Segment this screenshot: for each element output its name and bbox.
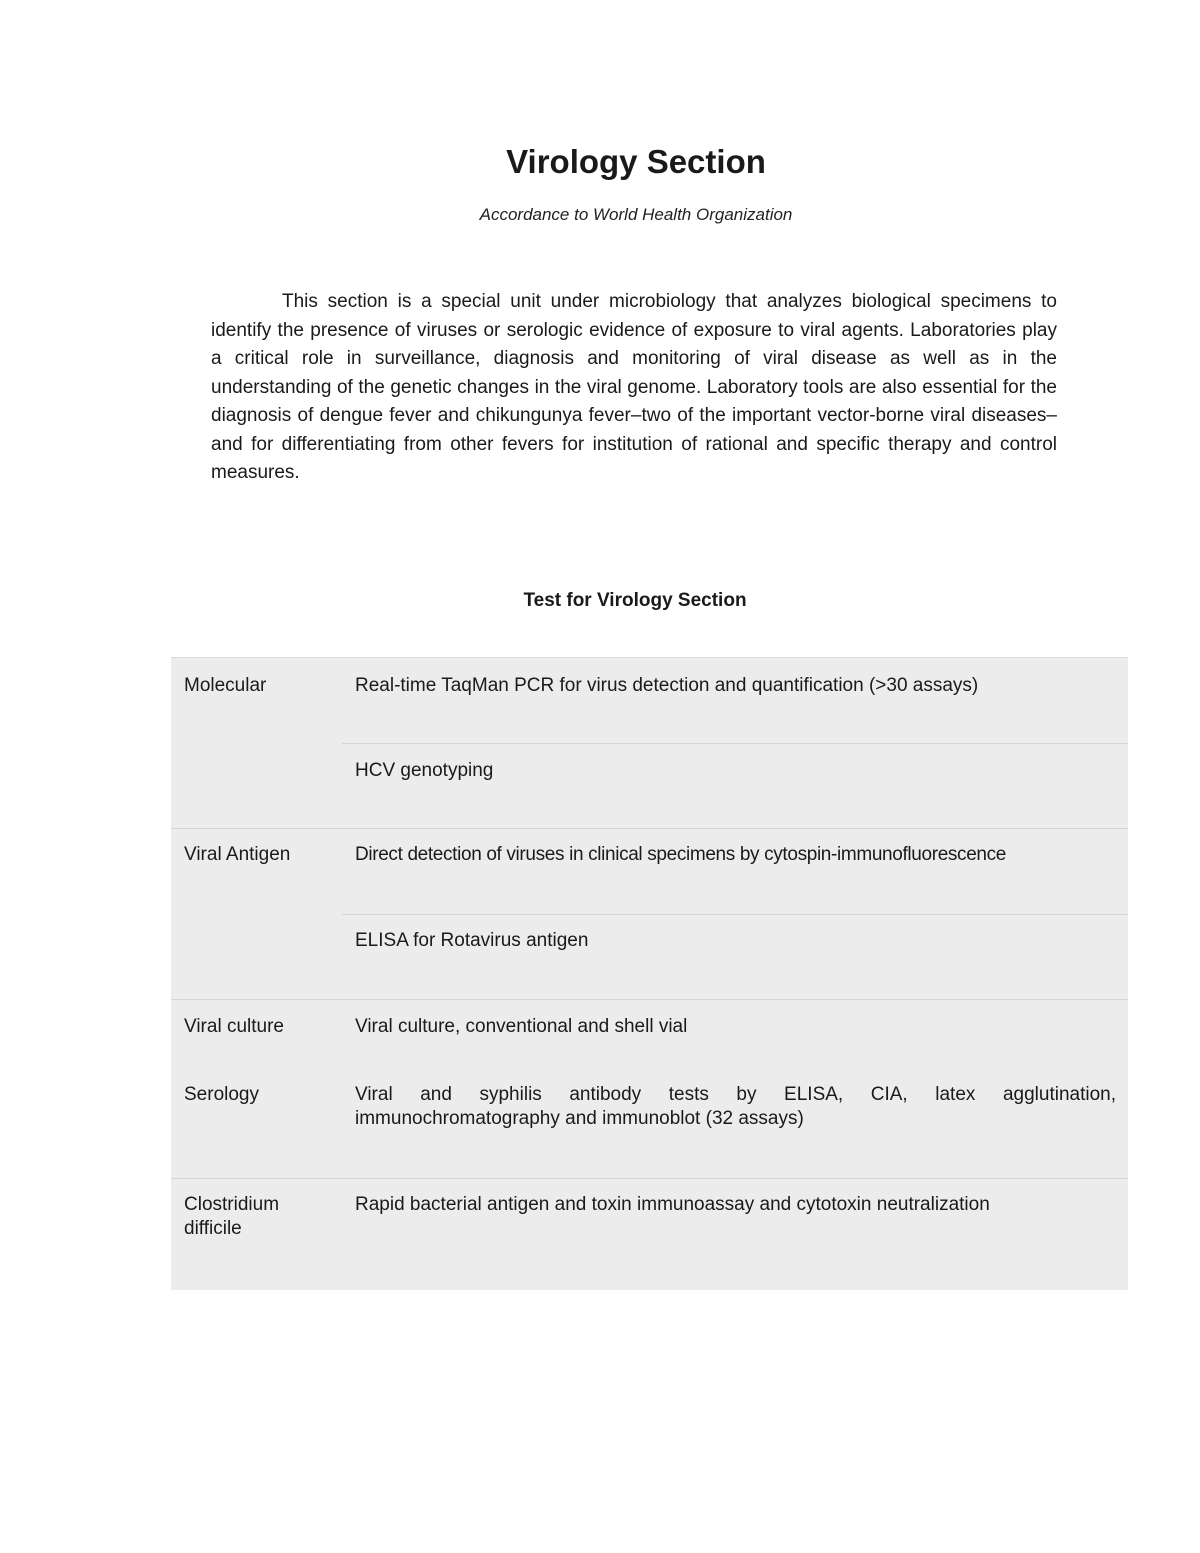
table-row-category: Viral Antigen — [184, 844, 291, 865]
table-row-category: Clostridium difficile — [184, 1194, 280, 1239]
row-divider — [342, 914, 1128, 915]
table-row-test: Viral culture, conventional and shell vial — [355, 1016, 688, 1037]
table-row-test: HCV genotyping — [355, 760, 494, 781]
table-title: Test for Virology Section — [523, 590, 747, 611]
intro-paragraph: This section is a special unit under microbiology that analyzes biological specimens to identify the presence of viruses or serologic evidence of exposure to viral agents. Laboratories play a critical role in surveillance, diagnosis and monitoring of viral disease as well as in the understanding of the genetic changes in the viral genome. Laboratory tools are also essential for the diagnosis of dengue fever and chikungunya fever–two of the important vector-borne viral diseases–and for differentiating from other fevers for institution of rational and specific therapy and control measures. — [211, 291, 1057, 483]
table-row-test: Direct detection of viruses in clinical specimens by cytospin-immunofluorescence — [355, 844, 1007, 865]
table-row-category: Molecular — [184, 675, 267, 696]
table-row-test: Rapid bacterial antigen and toxin immunoassay and cytotoxin neutralization — [355, 1194, 990, 1215]
table-row-category: Serology — [184, 1084, 259, 1105]
table-row-test: Real-time TaqMan PCR for virus detection and quantification (>30 assays) — [355, 675, 979, 696]
page-title: Virology Section — [506, 143, 766, 180]
tests-table — [171, 657, 1128, 1290]
row-divider — [171, 999, 1128, 1000]
row-divider — [171, 1178, 1128, 1179]
table-row-test: Viral and syphilis antibody tests by ELISA, CIA, latex agglutination, immunochromatography and immunoblot (32 assays) — [355, 1084, 1116, 1129]
row-divider — [342, 743, 1128, 744]
table-row-category: Viral culture — [184, 1016, 284, 1037]
row-divider — [171, 828, 1128, 829]
page-subtitle: Accordance to World Health Organization — [479, 205, 793, 224]
table-row-test: ELISA for Rotavirus antigen — [355, 930, 589, 951]
